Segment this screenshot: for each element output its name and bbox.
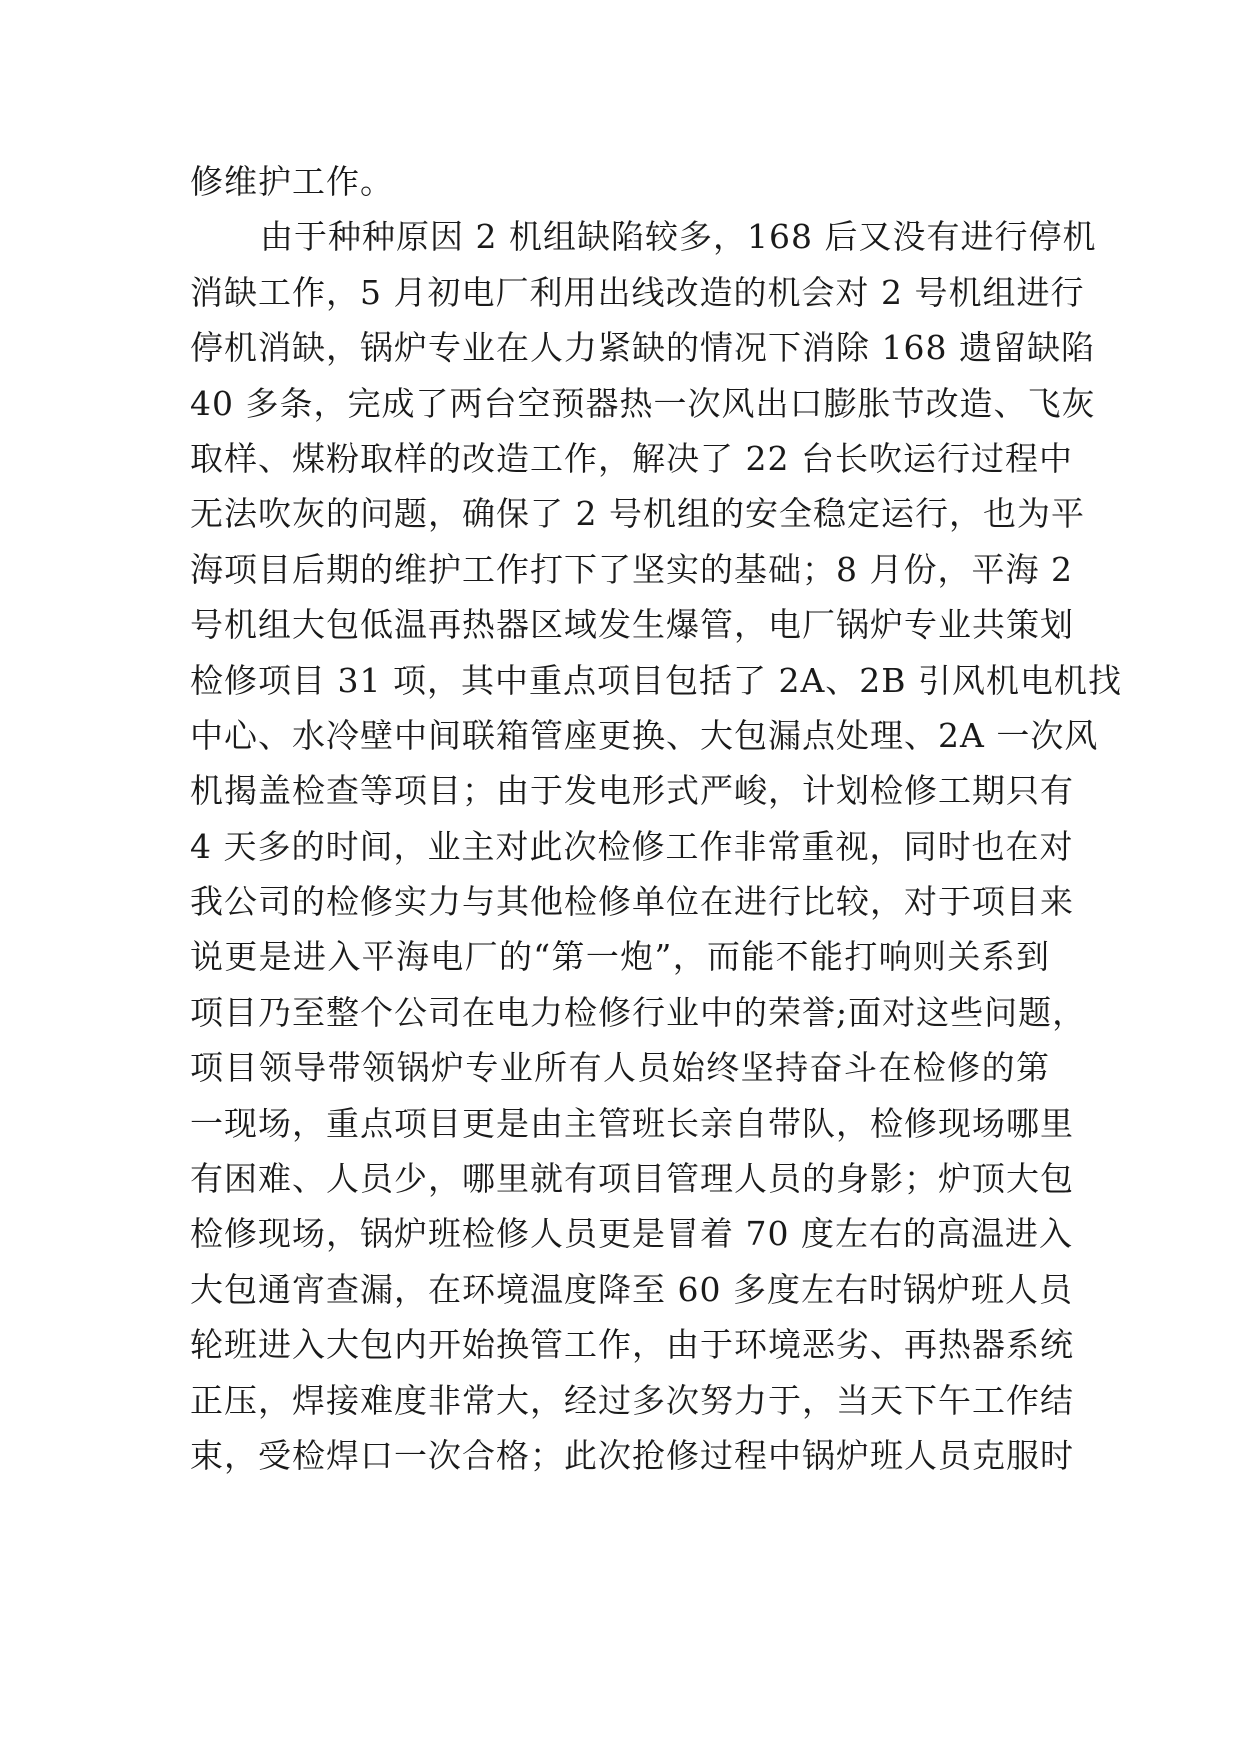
text-line: 轮班进入大包内开始换管工作，由于环境恶劣、再热器系统	[190, 1325, 1074, 1365]
text-line: 机揭盖检查等项目；由于发电形式严峻，计划检修工期只有	[190, 771, 1074, 811]
text-line: 有困难、人员少，哪里就有项目管理人员的身影；炉顶大包	[190, 1159, 1074, 1199]
text-line: 我公司的检修实力与其他检修单位在进行比较，对于项目来	[190, 882, 1074, 922]
text-line: 无法吹灰的问题，确保了 2 号机组的安全稳定运行，也为平	[190, 494, 1085, 534]
text-line: 取样、煤粉取样的改造工作，解决了 22 台长吹运行过程中	[190, 438, 1073, 478]
body-text	[190, 154, 1123, 1483]
text-line: 海项目后期的维护工作打下了坚实的基础；8 月份，平海 2	[190, 549, 1073, 589]
text-line: 说更是进入平海电厂的“第一炮”，而能不能打响则关系到	[190, 937, 1050, 977]
text-line: 停机消缺，锅炉专业在人力紧缺的情况下消除 168 遗留缺陷	[190, 328, 1095, 368]
text-line: 项目乃至整个公司在电力检修行业中的荣誉;面对这些问题，	[190, 992, 1087, 1032]
text-line: 项目领导带领锅炉专业所有人员始终坚持奋斗在检修的第	[190, 1048, 1050, 1088]
text-line: 号机组大包低温再热器区域发生爆管，电厂锅炉专业共策划	[190, 605, 1074, 645]
text-line: 一现场，重点项目更是由主管班长亲自带队，检修现场哪里	[190, 1103, 1074, 1143]
text-line: 中心、水冷壁中间联箱管座更换、大包漏点处理、2A 一次风	[190, 715, 1099, 755]
text-line: 40 多条，完成了两台空预器热一次风出口膨胀节改造、飞灰	[190, 383, 1096, 423]
text-line: 束，受检焊口一次合格；此次抢修过程中锅炉班人员克服时	[190, 1435, 1074, 1475]
text-line: 检修现场，锅炉班检修人员更是冒着 70 度左右的高温进入	[190, 1214, 1073, 1254]
text-line: 检修项目 31 项，其中重点项目包括了 2A、2B 引风机电机找	[190, 660, 1123, 700]
text-line: 正压，焊接难度非常大，经过多次努力于，当天下午工作结	[190, 1380, 1074, 1420]
text-line: 大包通宵查漏，在环境温度降至 60 多度左右时锅炉班人员	[190, 1269, 1073, 1309]
text-line: 修维护工作。	[190, 162, 394, 201]
text-line: 消缺工作，5 月初电厂利用出线改造的机会对 2 号机组进行	[190, 272, 1085, 312]
text-line: 4 天多的时间，业主对此次检修工作非常重视，同时也在对	[190, 826, 1074, 866]
paragraph-first-line: 由于种种原因 2 机组缺陷较多，168 后又没有进行停机	[260, 217, 1097, 257]
